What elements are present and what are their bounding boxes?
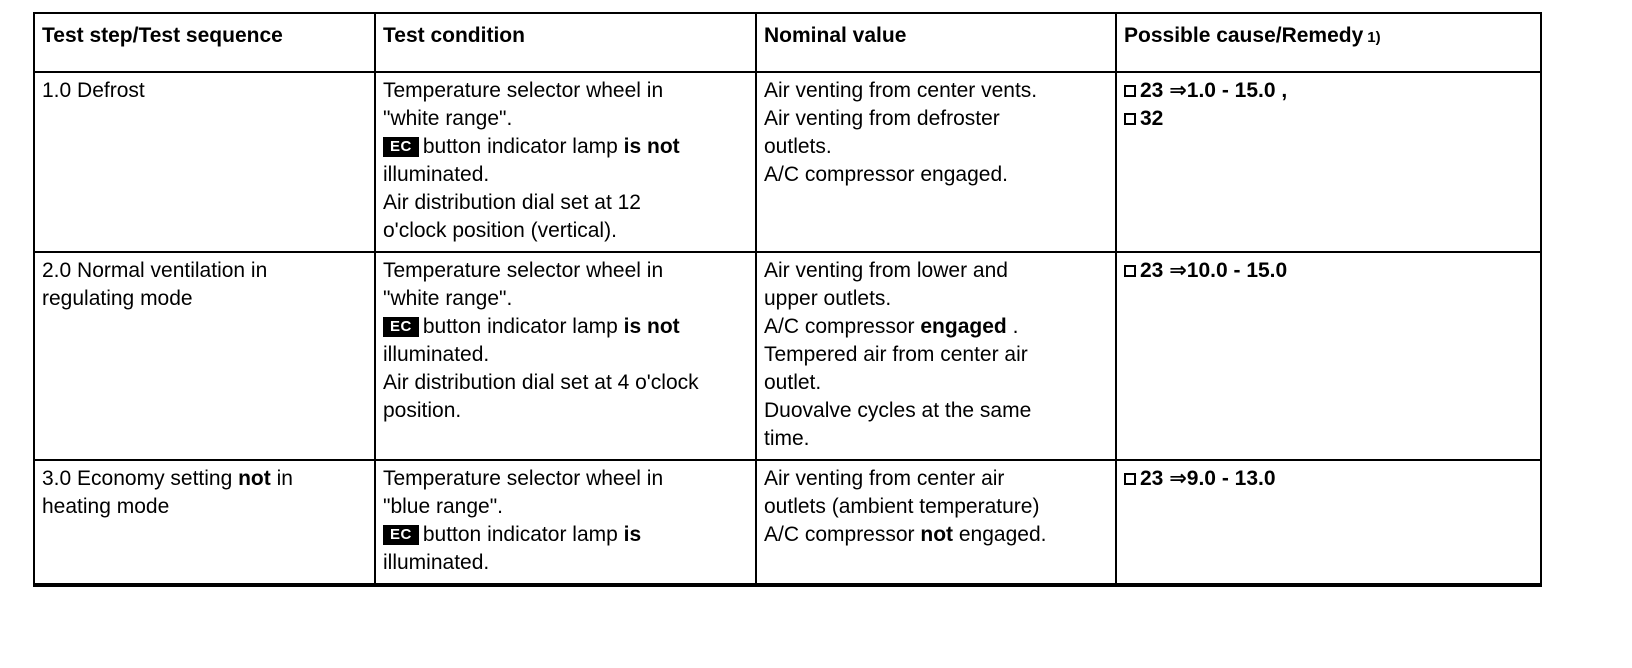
nominal-emphasis: not (920, 523, 954, 546)
remedy-cell (1116, 72, 1541, 252)
table-header-row (34, 13, 1541, 72)
condition-line: "white range". (383, 287, 513, 310)
remedy-cell (1116, 460, 1541, 585)
nominal-line: outlet. (764, 371, 822, 394)
remedy-reference-text: 23 ⇒1.0 - 15.0 , (1140, 79, 1288, 102)
header-test-condition: Test condition (375, 13, 756, 72)
footnote-marker: 1) (1367, 29, 1381, 46)
condition-lamp-line (383, 521, 748, 549)
test-step-cell (34, 72, 375, 252)
nominal-line: Air venting from defroster (764, 107, 1000, 130)
nominal-value-cell (756, 252, 1116, 460)
nominal-value-cell (756, 72, 1116, 252)
test-step-text (42, 465, 367, 493)
remedy-reference-text: 23 ⇒9.0 - 13.0 (1140, 467, 1276, 490)
ec-button-icon: EC (383, 137, 419, 157)
nominal-line (764, 313, 1108, 341)
condition-line: position. (383, 399, 462, 422)
nominal-line: Air venting from center vents. (764, 79, 1038, 102)
nominal-line: Air venting from center air (764, 467, 1005, 490)
checkbox-square-icon (1124, 113, 1136, 125)
remedy-reference-link[interactable] (1124, 105, 1533, 133)
test-condition-cell (375, 252, 756, 460)
nominal-line: Tempered air from center air (764, 343, 1028, 366)
condition-line: Temperature selector wheel in (383, 467, 664, 490)
nominal-text: . (1006, 315, 1019, 338)
test-condition-cell (375, 72, 756, 252)
nominal-text: engaged. (953, 523, 1047, 546)
test-step-text: regulating mode (42, 287, 193, 310)
checkbox-square-icon (1124, 473, 1136, 485)
test-step-text: 2.0 Normal ventilation in (42, 259, 268, 282)
nominal-line: Air venting from lower and (764, 259, 1008, 282)
condition-line: illuminated. (383, 163, 490, 186)
table-row (34, 72, 1541, 252)
condition-line: "blue range". (383, 495, 503, 518)
lamp-state: is (623, 523, 642, 546)
lamp-text: button indicator lamp (422, 523, 624, 546)
test-step-cell (34, 252, 375, 460)
nominal-line: time. (764, 427, 810, 450)
nominal-text: A/C compressor (764, 315, 921, 338)
nominal-line: A/C compressor engaged. (764, 163, 1008, 186)
test-step-text: heating mode (42, 495, 170, 518)
nominal-line: Duovalve cycles at the same (764, 399, 1032, 422)
header-nominal-value: Nominal value (756, 13, 1116, 72)
ec-button-icon: EC (383, 525, 419, 545)
condition-line: Air distribution dial set at 12 (383, 191, 641, 214)
lamp-state: is not (623, 315, 680, 338)
nominal-value-cell (756, 460, 1116, 585)
nominal-emphasis: engaged (920, 315, 1007, 338)
condition-line: o'clock position (vertical). (383, 219, 617, 242)
nominal-text: A/C compressor (764, 523, 921, 546)
remedy-reference-link[interactable] (1124, 257, 1533, 285)
remedy-reference-text: 32 (1140, 107, 1164, 130)
header-possible-cause (1116, 13, 1541, 72)
condition-line: Temperature selector wheel in (383, 79, 664, 102)
lamp-text: button indicator lamp (422, 315, 624, 338)
remedy-reference-link[interactable] (1124, 465, 1533, 493)
step-emphasis: not (238, 467, 271, 490)
lamp-state: is not (623, 135, 680, 158)
nominal-line: outlets. (764, 135, 832, 158)
lamp-text: button indicator lamp (422, 135, 624, 158)
test-step-cell (34, 460, 375, 585)
step-text: in (270, 467, 293, 490)
table-row (34, 252, 1541, 460)
condition-line: illuminated. (383, 343, 490, 366)
header-test-step: Test step/Test sequence (34, 13, 375, 72)
condition-lamp-line (383, 133, 748, 161)
condition-line: illuminated. (383, 551, 490, 574)
condition-line: Air distribution dial set at 4 o'clock (383, 371, 699, 394)
condition-lamp-line (383, 313, 748, 341)
table-row (34, 460, 1541, 585)
remedy-reference-text: 23 ⇒10.0 - 15.0 (1140, 259, 1288, 282)
remedy-reference-link[interactable] (1124, 77, 1533, 105)
nominal-line (764, 521, 1108, 549)
header-possible-cause-label: Possible cause/Remedy (1124, 24, 1364, 47)
checkbox-square-icon (1124, 265, 1136, 277)
nominal-line: outlets (ambient temperature) (764, 495, 1040, 518)
test-condition-cell (375, 460, 756, 585)
test-step-text: 1.0 Defrost (42, 79, 145, 102)
condition-line: Temperature selector wheel in (383, 259, 664, 282)
step-text: 3.0 Economy setting (42, 467, 239, 490)
nominal-line: upper outlets. (764, 287, 892, 310)
condition-line: "white range". (383, 107, 513, 130)
remedy-cell (1116, 252, 1541, 460)
checkbox-square-icon (1124, 85, 1136, 97)
diagnostic-test-table (33, 12, 1542, 587)
ec-button-icon: EC (383, 317, 419, 337)
